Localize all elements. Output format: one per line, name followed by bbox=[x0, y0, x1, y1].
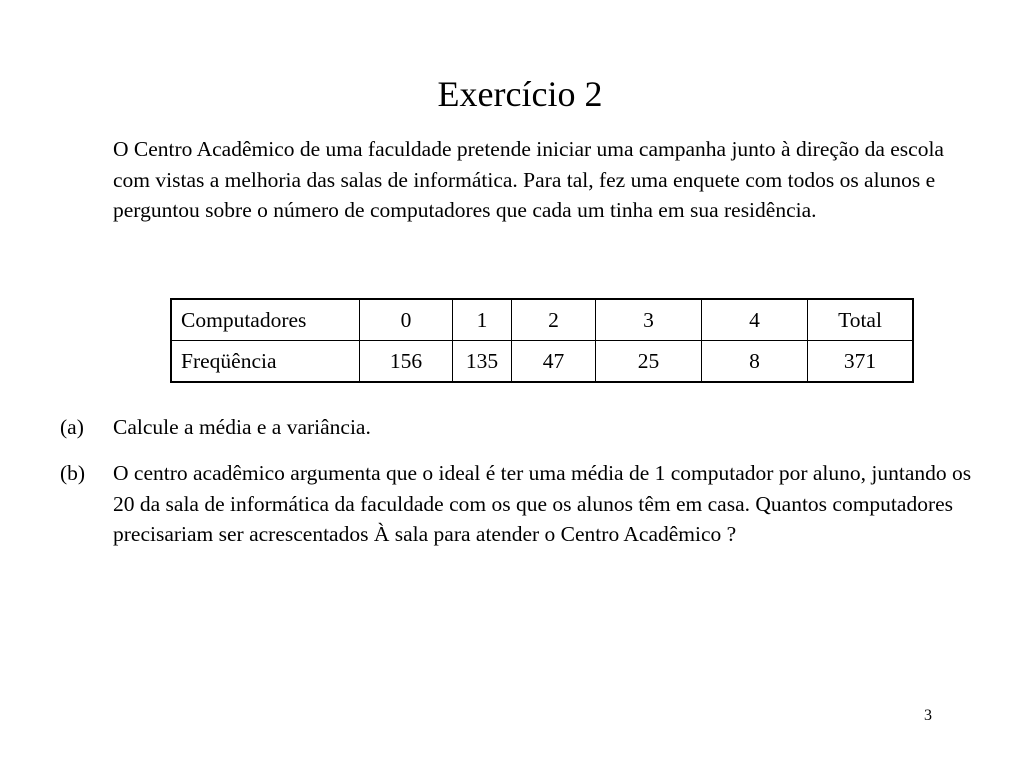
slide-title: Exercício 2 bbox=[437, 74, 603, 114]
question-text: Calcule a média e a variância. bbox=[113, 415, 371, 439]
question-label: (b) bbox=[60, 461, 86, 485]
page-number: 3 bbox=[924, 707, 932, 724]
table-cell: 371 bbox=[808, 341, 914, 383]
table-cell: 135 bbox=[453, 341, 512, 383]
table-cell: 3 bbox=[596, 299, 702, 341]
intro-paragraph: O Centro Acadêmico de uma faculdade pretende iniciar uma campanha junto à direção da escola com vistas a melhoria das salas de informática. Para tal, fez uma enquete com todos os alunos e perguntou sobre o número de computadores que cada um tinha em sua residência. bbox=[113, 137, 944, 222]
question-label: (a) bbox=[60, 415, 84, 439]
table-cell: 25 bbox=[596, 341, 702, 383]
table-cell: Freqüência bbox=[171, 341, 360, 383]
table-cell: 47 bbox=[512, 341, 596, 383]
table-cell: 2 bbox=[512, 299, 596, 341]
table-cell: 4 bbox=[702, 299, 808, 341]
table-cell: 1 bbox=[453, 299, 512, 341]
question-text: O centro acadêmico argumenta que o ideal é ter uma média de 1 computador por aluno, juntando os 20 da sala de informática da faculdade com os que os alunos têm em casa. Quantos computadores precisariam ser acrescentados À sala para atender o Centro Acadêmico ? bbox=[113, 461, 972, 546]
table-cell: 0 bbox=[360, 299, 453, 341]
table-row bbox=[171, 341, 913, 383]
table-cell: Total bbox=[808, 299, 914, 341]
frequency-table bbox=[170, 298, 914, 383]
table-cell: Computadores bbox=[171, 299, 360, 341]
table-cell: 8 bbox=[702, 341, 808, 383]
table-header-row bbox=[171, 299, 913, 341]
table-cell: 156 bbox=[360, 341, 453, 383]
